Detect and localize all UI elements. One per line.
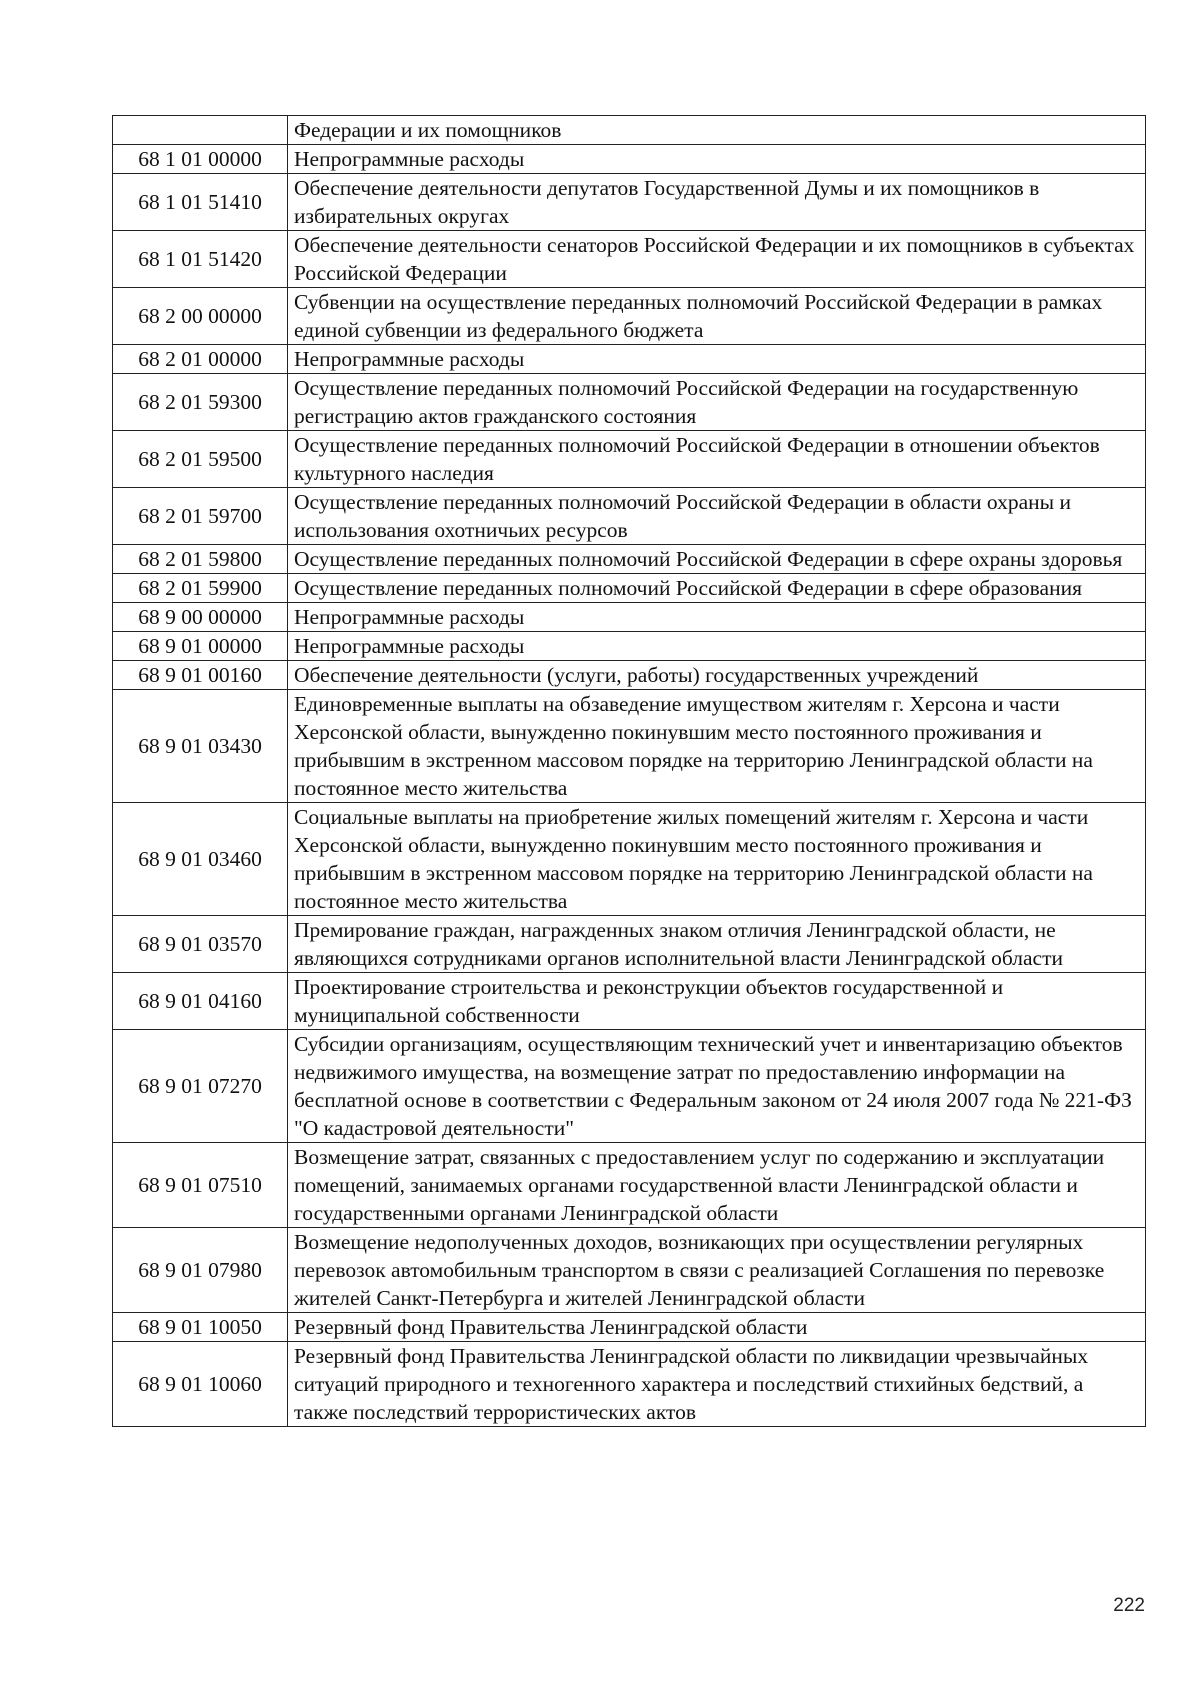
table-row: [113, 431, 1146, 488]
table-row: [113, 488, 1146, 545]
table-row: [113, 1030, 1146, 1143]
row-description: Резервный фонд Правительства Ленинградской области по ликвидации чрезвычайных ситуаций природного и техногенного характера и последствий стихийных бедствий, а также последствий террористических актов: [288, 1342, 1146, 1427]
row-description: Непрограммные расходы: [288, 603, 1146, 632]
row-code: 68 1 01 51420: [113, 231, 288, 288]
table-row: [113, 1228, 1146, 1313]
row-code: [113, 116, 288, 145]
row-code: 68 2 01 00000: [113, 345, 288, 374]
row-description: Осуществление переданных полномочий Российской Федерации в отношении объектов культурного наследия: [288, 431, 1146, 488]
table-row: [113, 288, 1146, 345]
row-description: Возмещение недополученных доходов, возникающих при осуществлении регулярных перевозок автомобильным транспортом в связи с реализацией Соглашения по перевозке жителей Санкт-Петербурга и жителей Ленинградской области: [288, 1228, 1146, 1313]
row-code: 68 9 01 07510: [113, 1143, 288, 1228]
table-row: [113, 174, 1146, 231]
row-description: Возмещение затрат, связанных с предоставлением услуг по содержанию и эксплуатации помещений, занимаемых органами государственной власти Ленинградской области и государственными органами Ленинградской области: [288, 1143, 1146, 1228]
row-code: 68 9 01 00160: [113, 661, 288, 690]
table-row: [113, 973, 1146, 1030]
row-description: Осуществление переданных полномочий Российской Федерации в области охраны и использования охотничьих ресурсов: [288, 488, 1146, 545]
row-description: Осуществление переданных полномочий Российской Федерации в сфере образования: [288, 574, 1146, 603]
row-description: Федерации и их помощников: [288, 116, 1146, 145]
row-code: 68 9 01 10050: [113, 1313, 288, 1342]
row-code: 68 9 01 03430: [113, 690, 288, 803]
row-description: Обеспечение деятельности депутатов Государственной Думы и их помощников в избирательных округах: [288, 174, 1146, 231]
row-description: Субвенции на осуществление переданных полномочий Российской Федерации в рамках единой субвенции из федерального бюджета: [288, 288, 1146, 345]
row-description: Субсидии организациям, осуществляющим технический учет и инвентаризацию объектов недвижимого имущества, на возмещение затрат по предоставлению информации на бесплатной основе в соответствии с Федеральным законом от 24 июля 2007 года № 221-ФЗ "О кадастровой деятельности": [288, 1030, 1146, 1143]
table-row: [113, 632, 1146, 661]
row-code: 68 9 01 10060: [113, 1342, 288, 1427]
row-code: 68 9 00 00000: [113, 603, 288, 632]
row-description: Обеспечение деятельности (услуги, работы) государственных учреждений: [288, 661, 1146, 690]
row-description: Проектирование строительства и реконструкции объектов государственной и муниципальной собственности: [288, 973, 1146, 1030]
table-row: [113, 574, 1146, 603]
row-description: Премирование граждан, награжденных знаком отличия Ленинградской области, не являющихся сотрудниками органов исполнительной власти Ленинградской области: [288, 916, 1146, 973]
row-code: 68 2 01 59500: [113, 431, 288, 488]
table-row: [113, 916, 1146, 973]
row-code: 68 2 01 59800: [113, 545, 288, 574]
row-description: Единовременные выплаты на обзаведение имуществом жителям г. Херсона и части Херсонской области, вынужденно покинувшим место постоянного проживания и прибывшим в экстренном массовом порядке на территорию Ленинградской области на постоянное место жительства: [288, 690, 1146, 803]
row-code: 68 2 01 59900: [113, 574, 288, 603]
page-number: 222: [1113, 1595, 1145, 1616]
row-description: Непрограммные расходы: [288, 145, 1146, 174]
table-row: [113, 345, 1146, 374]
row-code: 68 9 01 07980: [113, 1228, 288, 1313]
row-code: 68 9 01 03460: [113, 803, 288, 916]
table-row: [113, 603, 1146, 632]
table-row: [113, 116, 1146, 145]
row-code: 68 9 01 03570: [113, 916, 288, 973]
row-description: Осуществление переданных полномочий Российской Федерации в сфере охраны здоровья: [288, 545, 1146, 574]
row-description: Обеспечение деятельности сенаторов Российской Федерации и их помощников в субъектах Российской Федерации: [288, 231, 1146, 288]
row-description: Резервный фонд Правительства Ленинградской области: [288, 1313, 1146, 1342]
row-code: 68 9 01 07270: [113, 1030, 288, 1143]
table-row: [113, 545, 1146, 574]
row-code: 68 2 01 59300: [113, 374, 288, 431]
table-row: [113, 145, 1146, 174]
table-row: [113, 1342, 1146, 1427]
table-row: [113, 1143, 1146, 1228]
row-code: 68 2 01 59700: [113, 488, 288, 545]
row-code: 68 1 01 51410: [113, 174, 288, 231]
row-code: 68 1 01 00000: [113, 145, 288, 174]
row-code: 68 2 00 00000: [113, 288, 288, 345]
table-row: [113, 661, 1146, 690]
row-description: Непрограммные расходы: [288, 345, 1146, 374]
table-row: [113, 803, 1146, 916]
table-row: [113, 690, 1146, 803]
table-row: [113, 374, 1146, 431]
row-description: Непрограммные расходы: [288, 632, 1146, 661]
row-code: 68 9 01 04160: [113, 973, 288, 1030]
table-body: [113, 116, 1146, 1427]
row-code: 68 9 01 00000: [113, 632, 288, 661]
table-row: [113, 231, 1146, 288]
table-row: [113, 1313, 1146, 1342]
budget-classification-table: [112, 115, 1146, 1427]
row-description: Социальные выплаты на приобретение жилых помещений жителям г. Херсона и части Херсонской области, вынужденно покинувшим место постоянного проживания и прибывшим в экстренном массовом порядке на территорию Ленинградской области на постоянное место жительства: [288, 803, 1146, 916]
row-description: Осуществление переданных полномочий Российской Федерации на государственную регистрацию актов гражданского состояния: [288, 374, 1146, 431]
